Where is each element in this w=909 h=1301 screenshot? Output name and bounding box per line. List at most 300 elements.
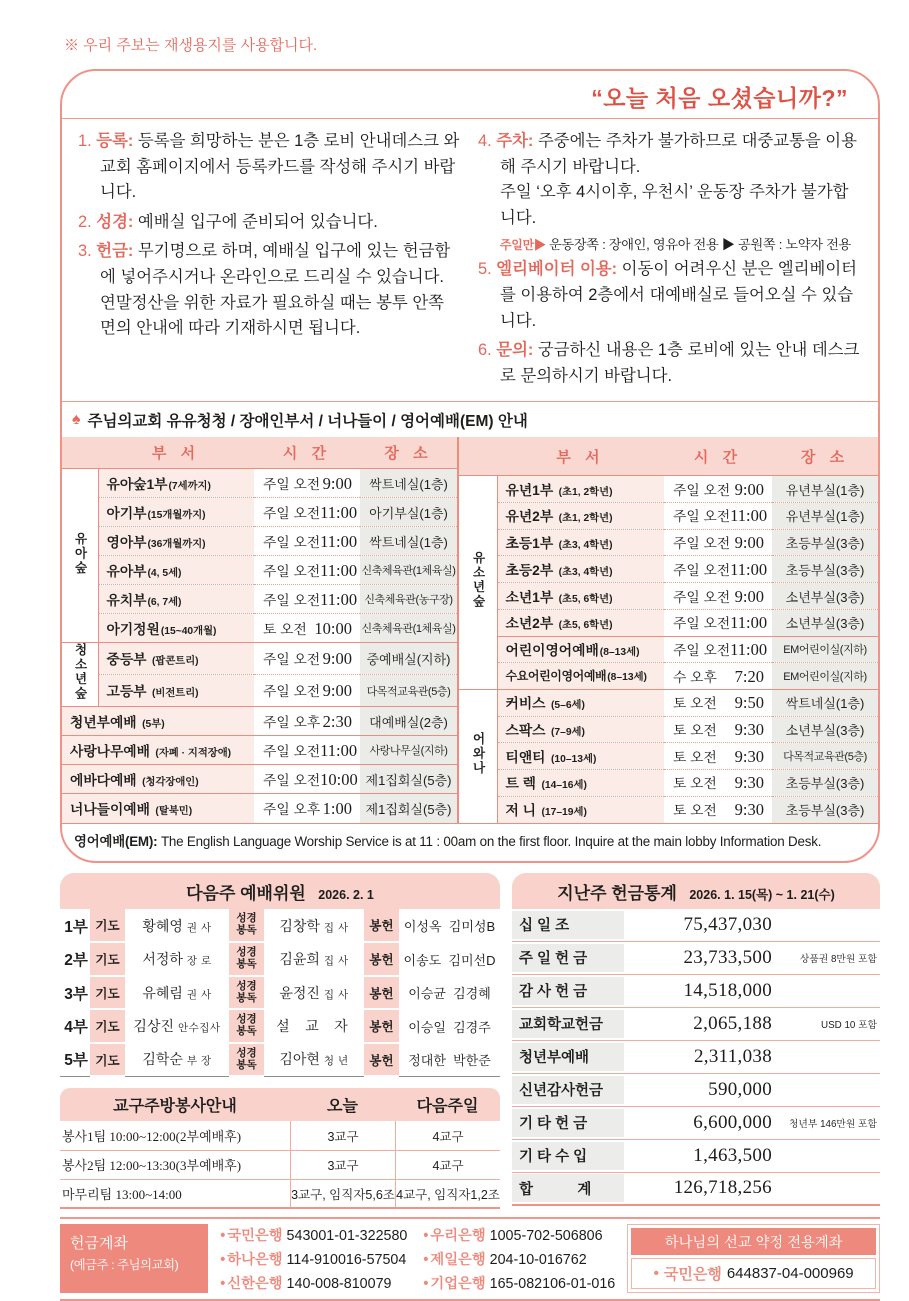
time-cell: [254, 585, 360, 614]
table-row: [62, 585, 458, 614]
time-cell: [254, 614, 360, 643]
time-clock: 9:30: [734, 800, 764, 820]
dept-age: (17–19세): [541, 807, 587, 819]
kitchen-service-table: [60, 1088, 500, 1209]
account-number: 114-910016-57504: [286, 1251, 407, 1268]
place-cell: 초등부실(3층): [772, 796, 878, 823]
dept-name: 트 렉: [505, 776, 536, 792]
stat-label: 기 타 수 입: [512, 1142, 624, 1170]
stat-label: 교회학교헌금: [512, 1010, 624, 1038]
table-row: [62, 527, 458, 556]
reader-name: 설 교 자: [276, 1018, 348, 1035]
item-number: 3.: [78, 242, 92, 261]
place-cell: 중예배실(지하): [360, 643, 458, 675]
time-clock: 11:00: [730, 559, 768, 579]
kitchen-today: 3교구: [290, 1121, 395, 1150]
dept-cell: [497, 663, 664, 690]
kitchen-header-today: 오늘: [327, 1098, 358, 1116]
stat-row: [512, 975, 880, 1008]
offering-label: 봉헌: [364, 976, 399, 1010]
place-cell: 신축체육관(농구장): [360, 585, 458, 614]
table-row: [459, 503, 878, 530]
dept-age: (36개월까지): [147, 538, 206, 550]
time-day: 주일 오전: [673, 589, 731, 605]
item-keyword: 등록:: [96, 132, 134, 150]
dept-name: 초등1부: [505, 536, 554, 552]
group-label-cell: [62, 643, 98, 707]
stat-row: [512, 1008, 880, 1041]
item-text: 예배실 입구에 준비되어 있습니다.: [137, 212, 378, 231]
bullet-icon: •: [423, 1251, 429, 1268]
dept-cell: [497, 476, 664, 503]
reading-label: 성경봉독: [229, 1043, 264, 1077]
offering-label: 봉헌: [364, 1043, 399, 1077]
dept-age: (4, 5세): [147, 567, 182, 579]
reader-title: 집 사: [323, 955, 349, 968]
place-cell: 소년부실(3층): [772, 583, 878, 610]
stat-row: [512, 1074, 880, 1107]
time-day: 주일 오전: [673, 536, 731, 552]
parking-sub-note: [478, 234, 862, 253]
table-row: [459, 529, 878, 556]
welcome-items: [62, 119, 878, 401]
kitchen-header-row: [60, 1088, 500, 1121]
item-keyword: 성경:: [96, 212, 134, 231]
time-day: 수 오후: [673, 669, 717, 685]
bank-name: 우리은행: [430, 1227, 486, 1244]
dept-age: (초3, 4학년): [558, 566, 613, 578]
time-cell: [664, 556, 772, 583]
place-cell: 소년부실(3층): [772, 609, 878, 636]
dept-cell: [98, 614, 254, 643]
time-clock: 9:50: [734, 693, 764, 713]
prayer-name-cell: [125, 976, 229, 1010]
dept-cell: [497, 609, 664, 636]
dept-name: 어린이영어예배: [505, 642, 599, 658]
place-cell: 신축체육관(1체육실): [360, 556, 458, 585]
time-day: 주일 오전: [263, 563, 321, 579]
stat-note: 청년부 146만원 포함: [788, 1118, 877, 1130]
dept-age: (10–13세): [550, 753, 597, 765]
header-time: 시 간: [664, 437, 772, 476]
kitchen-row: [60, 1179, 500, 1208]
time-day: 토 오전: [673, 749, 717, 765]
time-day: 주일 오전: [263, 743, 321, 759]
bulletin-page: [60, 34, 880, 1301]
dept-age: (비전트리): [151, 688, 199, 700]
dept-cell: [497, 503, 664, 530]
time-clock: 9:00: [322, 649, 352, 669]
time-clock: 11:00: [320, 502, 358, 522]
dept-name: 중등부: [106, 652, 147, 668]
table-row: [62, 498, 458, 527]
place-cell: 제1집회실(5층): [360, 794, 458, 823]
account-label-holder: (예금주 : 주님의교회): [70, 1258, 179, 1273]
dept-name: 유년1부: [505, 482, 554, 498]
dept-age: (8–13세): [599, 646, 640, 658]
bank-account: [220, 1249, 407, 1269]
dept-cell: [497, 743, 664, 770]
offerers: 이송도 김미선D: [403, 952, 496, 968]
item-parking: [478, 129, 862, 231]
dept-age: (청각장애인): [142, 776, 199, 788]
time-day: 토 오전: [673, 776, 717, 792]
bullet-icon: •: [220, 1251, 226, 1268]
dept-cell: [497, 689, 664, 716]
dept-cell: [62, 736, 254, 765]
group-label: 청소년숲: [73, 643, 87, 702]
time-cell: [254, 794, 360, 823]
kitchen-team: 봉사1팀 10:00~12:00(2부예배후): [62, 1129, 242, 1145]
place-cell: EM어린이실(지하): [772, 636, 878, 663]
account-number: 1005-702-506806: [489, 1227, 603, 1244]
prayer-name-cell: [125, 1043, 229, 1077]
place-cell: 다목적교육관(5층): [360, 675, 458, 707]
offerers: 이승균 김경혜: [408, 986, 491, 1002]
stat-row-total: [512, 1173, 880, 1206]
stat-amount: 590,000: [708, 1078, 772, 1100]
group-label-cell: [62, 469, 98, 643]
stat-label: 신년감사헌금: [512, 1076, 624, 1104]
header-dept: 부 서: [497, 437, 664, 476]
stat-amount: 6,600,000: [693, 1111, 772, 1133]
time-cell: [254, 527, 360, 556]
dept-cell: [62, 794, 254, 823]
place-cell: 신축체육관(1체육실): [360, 614, 458, 643]
stat-amount: 75,437,030: [683, 913, 772, 935]
time-cell: [254, 765, 360, 794]
sunday-only-label: 주일만▶: [500, 238, 546, 253]
stat-row: [512, 942, 880, 975]
item-keyword: 주차:: [496, 132, 534, 150]
time-day: 주일 오전: [263, 534, 321, 550]
bottom-section: [60, 873, 880, 1210]
dept-table-left: [62, 437, 459, 823]
place-cell: 초등부실(3층): [772, 556, 878, 583]
item-elevator: [478, 257, 862, 334]
time-day: 주일 오후: [263, 714, 321, 730]
committee-row: [60, 909, 500, 943]
header-spacer: [459, 437, 497, 476]
reader-name: 김윤희: [279, 951, 320, 968]
dept-table-title: 주님의교회 유유청청 / 장애인부서 / 너나들이 / 영어예배(EM) 안내: [87, 413, 528, 431]
offering-stats: [512, 873, 880, 1210]
time-clock: 10:00: [320, 769, 358, 789]
reader-name-cell: [264, 942, 364, 976]
group-label-cell: [459, 689, 497, 822]
bullet-icon: •: [423, 1275, 429, 1292]
prayer-label: 기도: [90, 1043, 125, 1077]
time-cell: [664, 476, 772, 503]
table-row: [459, 689, 878, 716]
dept-age: (14–16세): [541, 780, 587, 792]
dept-age: (6, 7세): [147, 596, 182, 608]
kitchen-team: 마무리팀 13:00~14:00: [62, 1187, 182, 1203]
time-clock: 11:00: [320, 560, 358, 580]
table-row: [459, 556, 878, 583]
time-clock: 11:00: [730, 506, 768, 526]
time-day: 주일 오전: [263, 652, 321, 668]
bank-name: 제일은행: [430, 1251, 486, 1268]
dept-cell: [98, 469, 254, 498]
prayer-label: 기도: [90, 1009, 125, 1043]
dept-name: 저 니: [505, 803, 536, 819]
dept-table-title-row: [62, 401, 878, 437]
item-number: 6.: [478, 341, 492, 360]
place-cell: 제1집회실(5층): [360, 765, 458, 794]
item-text: 무기명으로 하며, 예배실 입구에 있는 헌금함에 넣어주시거나 온라인으로 드리실 수 있습니다.: [100, 242, 451, 286]
time-day: 주일 오전: [673, 642, 731, 658]
dept-name: 에바다예배: [70, 772, 137, 788]
table-row: [459, 716, 878, 743]
dept-name: 유아숲1부: [106, 476, 168, 492]
kitchen-today: 3교구: [290, 1151, 395, 1179]
item-keyword: 문의:: [496, 341, 534, 360]
prayer-name: 김학순: [142, 1051, 183, 1068]
bullet-icon: •: [653, 1265, 659, 1283]
prayer-label: 기도: [90, 942, 125, 976]
bank-name: 국민은행: [227, 1227, 283, 1244]
time-clock: 11:00: [320, 740, 358, 760]
place-cell: 아기부실(1층): [360, 498, 458, 527]
offering-label: 봉헌: [364, 909, 399, 943]
bullet-icon: •: [220, 1227, 226, 1244]
time-day: 주일 오전: [263, 684, 321, 700]
bank-accounts-section: [60, 1217, 880, 1301]
item-offering: [78, 239, 462, 341]
prayer-label: 기도: [90, 976, 125, 1010]
item-text: 이동이 어려우신 분은 엘리베이터를 이용하여 2층에서 대예배실로 들어오실 수 있습니다.: [500, 260, 857, 330]
time-cell: [254, 498, 360, 527]
item-number: 2.: [78, 212, 92, 231]
time-day: 토 오전: [673, 696, 717, 712]
time-cell: [664, 503, 772, 530]
table-row: [62, 707, 458, 736]
time-cell: [664, 743, 772, 770]
spade-icon: ♠: [72, 411, 81, 429]
time-cell: [254, 469, 360, 498]
time-clock: 9:30: [734, 719, 764, 739]
place-cell: 싹트네실(1층): [360, 527, 458, 556]
place-cell: 유년부실(1층): [772, 503, 878, 530]
time-day: 주일 오전: [263, 476, 321, 492]
dept-age: (초1, 2학년): [558, 486, 613, 498]
time-clock: 1:00: [322, 799, 352, 819]
reader-title: 집 사: [323, 921, 349, 934]
stat-amount: 126,718,256: [673, 1177, 772, 1199]
time-day: 주일 오전: [263, 772, 321, 788]
time-day: 토 오전: [673, 803, 717, 819]
table-row: [459, 583, 878, 610]
place-cell: 초등부실(3층): [772, 769, 878, 796]
kitchen-row: [60, 1121, 500, 1150]
reader-name-cell: [264, 976, 364, 1010]
item-number: 1.: [78, 132, 92, 150]
time-clock: 2:30: [322, 711, 352, 731]
table-row: [459, 609, 878, 636]
header-place: 장 소: [360, 437, 458, 469]
item-keyword: 엘리베이터 이용:: [496, 260, 618, 279]
stat-amount: 23,733,500: [683, 946, 772, 968]
prayer-title: 권 사: [186, 988, 212, 1001]
dept-cell: [497, 556, 664, 583]
dept-age: (자폐 · 지적장애): [155, 747, 232, 759]
stats-title: 지난주 헌금통계: [557, 883, 677, 903]
kitchen-next: 4교구: [395, 1121, 500, 1150]
welcome-title: “오늘 처음 오셨습니까?”: [591, 85, 848, 111]
stat-row: [512, 1107, 880, 1140]
reading-label: 성경봉독: [229, 1009, 264, 1043]
time-cell: [254, 736, 360, 765]
dept-name: 스팍스: [505, 722, 546, 738]
stat-amount: 2,065,188: [693, 1012, 772, 1034]
time-day: 주일 오전: [263, 505, 321, 521]
time-clock: 9:00: [734, 479, 764, 499]
welcome-header: [62, 71, 878, 119]
em-note-text: The English Language Worship Service is at 11 : 00am on the first floor. Inquire at the main lobby Information Desk.: [160, 833, 822, 849]
offerers: 정대한 박한준: [408, 1052, 491, 1068]
dept-table-right: [459, 437, 878, 823]
header-time: 시 간: [254, 437, 360, 469]
account-label-title: 헌금계좌: [70, 1235, 128, 1253]
header-place: 장 소: [772, 437, 878, 476]
time-cell: [664, 529, 772, 556]
prayer-name: 김상진: [133, 1018, 174, 1035]
table-row: [62, 556, 458, 585]
group-label: 어와나: [471, 732, 485, 776]
dept-age: (7–9세): [550, 726, 585, 738]
time-cell: [664, 663, 772, 690]
time-day: 주일 오전: [263, 592, 321, 608]
stat-label: 주 일 헌 금: [512, 944, 624, 972]
committee-date: 2026. 2. 1: [318, 887, 374, 902]
time-day: 토 오전: [673, 722, 717, 738]
prayer-name: 유혜림: [142, 984, 183, 1001]
dept-name: 사랑나무예배: [70, 743, 150, 759]
account-number: 543001-01-322580: [286, 1227, 408, 1244]
em-note-label: 영어예배(EM):: [74, 833, 158, 849]
dept-cell: [497, 769, 664, 796]
place-cell: 소년부실(3층): [772, 716, 878, 743]
bank-list-col1: [220, 1225, 407, 1293]
prayer-name-cell: [125, 942, 229, 976]
time-day: 주일 오전: [673, 482, 731, 498]
account-number: 644837-04-000969: [726, 1265, 854, 1283]
item-text: 궁금하신 내용은 1층 로비에 있는 안내 데스크로 문의하시기 바랍니다.: [500, 341, 860, 385]
offering-label: 봉헌: [364, 1009, 399, 1043]
dept-name: 유년2부: [505, 509, 554, 525]
reading-label: 성경봉독: [229, 909, 264, 943]
time-cell: [254, 556, 360, 585]
place-cell: 초등부실(3층): [772, 529, 878, 556]
dept-name: 고등부: [106, 684, 147, 700]
table-row: [62, 643, 458, 675]
stat-label: 청년부예배: [512, 1043, 624, 1071]
welcome-info-box: [60, 69, 880, 863]
table-row: [459, 476, 878, 503]
time-clock: 7:20: [734, 666, 764, 686]
bank-name: 신한은행: [227, 1275, 283, 1292]
dept-cell: [98, 498, 254, 527]
stat-row: [512, 1140, 880, 1173]
dept-name: 영아부: [106, 534, 147, 550]
sunday-only-text: 운동장쪽 : 장애인, 영유아 전용 ▶ 공원쪽 : 노약자 전용: [548, 237, 851, 253]
prayer-title: 부 장: [186, 1055, 212, 1068]
committee-row: [60, 942, 500, 976]
kitchen-today: 3교구, 임직자5,6조: [290, 1180, 395, 1208]
header-spacer: [62, 437, 98, 469]
kitchen-header-title: 교구주방봉사안내: [113, 1098, 237, 1116]
stat-row: [512, 909, 880, 942]
mission-account-title: 하나님의 선교 약정 전용계좌: [631, 1228, 876, 1255]
kitchen-next: 4교구: [395, 1151, 500, 1179]
stat-amount: 1,463,500: [693, 1144, 772, 1166]
table-row: [62, 614, 458, 643]
dept-age: (5부): [142, 718, 165, 730]
bullet-icon: •: [423, 1227, 429, 1244]
time-clock: 9:00: [322, 473, 352, 493]
dept-age: (초3, 4학년): [558, 540, 613, 552]
mission-account-box: [627, 1224, 880, 1293]
time-clock: 9:00: [322, 681, 352, 701]
account-number: 204-10-016762: [489, 1251, 587, 1268]
item-text: 등록을 희망하는 분은 1층 로비 안내데스크 와 교회 홈페이지에서 등록카드를 작성해 주시기 바랍니다.: [100, 132, 460, 202]
bank-name: 하나은행: [227, 1251, 283, 1268]
bank-account: [220, 1225, 407, 1245]
time-clock: 11:00: [320, 589, 358, 609]
bank-name: 국민은행: [663, 1266, 722, 1284]
item-number: 5.: [478, 260, 492, 279]
time-cell: [254, 675, 360, 707]
time-clock: 9:00: [734, 586, 764, 606]
dept-name: 유치부: [106, 592, 147, 608]
reader-name: 김창학: [279, 917, 320, 934]
bank-account: [423, 1225, 615, 1245]
bank-account: [423, 1249, 615, 1269]
table-row: [62, 736, 458, 765]
table-row: [459, 743, 878, 770]
dept-name: 아기부: [106, 505, 147, 521]
place-cell: 사랑나무실(지하): [360, 736, 458, 765]
account-number: 165-082106-01-016: [489, 1275, 616, 1292]
table-header-row: [459, 437, 878, 476]
dept-age: (팝콘트리): [151, 656, 199, 668]
service-label: 1부: [64, 918, 88, 936]
dept-cell: [62, 707, 254, 736]
reading-label: 성경봉독: [229, 942, 264, 976]
dept-age: (초1, 2학년): [558, 513, 613, 525]
time-clock: 11:00: [730, 639, 768, 659]
table-row: [62, 765, 458, 794]
dept-age: (15개월까지): [147, 509, 206, 521]
reader-title: 청 년: [323, 1055, 349, 1068]
stats-title-bar: [512, 873, 880, 909]
time-clock: 9:30: [734, 746, 764, 766]
stat-label: 십 일 조: [512, 911, 624, 939]
time-cell: [254, 643, 360, 675]
group-label-cell: [459, 476, 497, 690]
dept-age: (초5, 6학년): [558, 593, 613, 605]
dept-cell: [497, 716, 664, 743]
stat-label: 감 사 헌 금: [512, 977, 624, 1005]
dept-name: 커비스: [505, 696, 546, 712]
dept-cell: [497, 796, 664, 823]
time-day: 주일 오전: [673, 562, 731, 578]
stat-row: [512, 1041, 880, 1074]
em-worship-note: [62, 823, 878, 861]
dept-name: 초등2부: [505, 562, 554, 578]
kitchen-team: 봉사2팀 12:00~13:30(3부예배후): [62, 1158, 242, 1174]
